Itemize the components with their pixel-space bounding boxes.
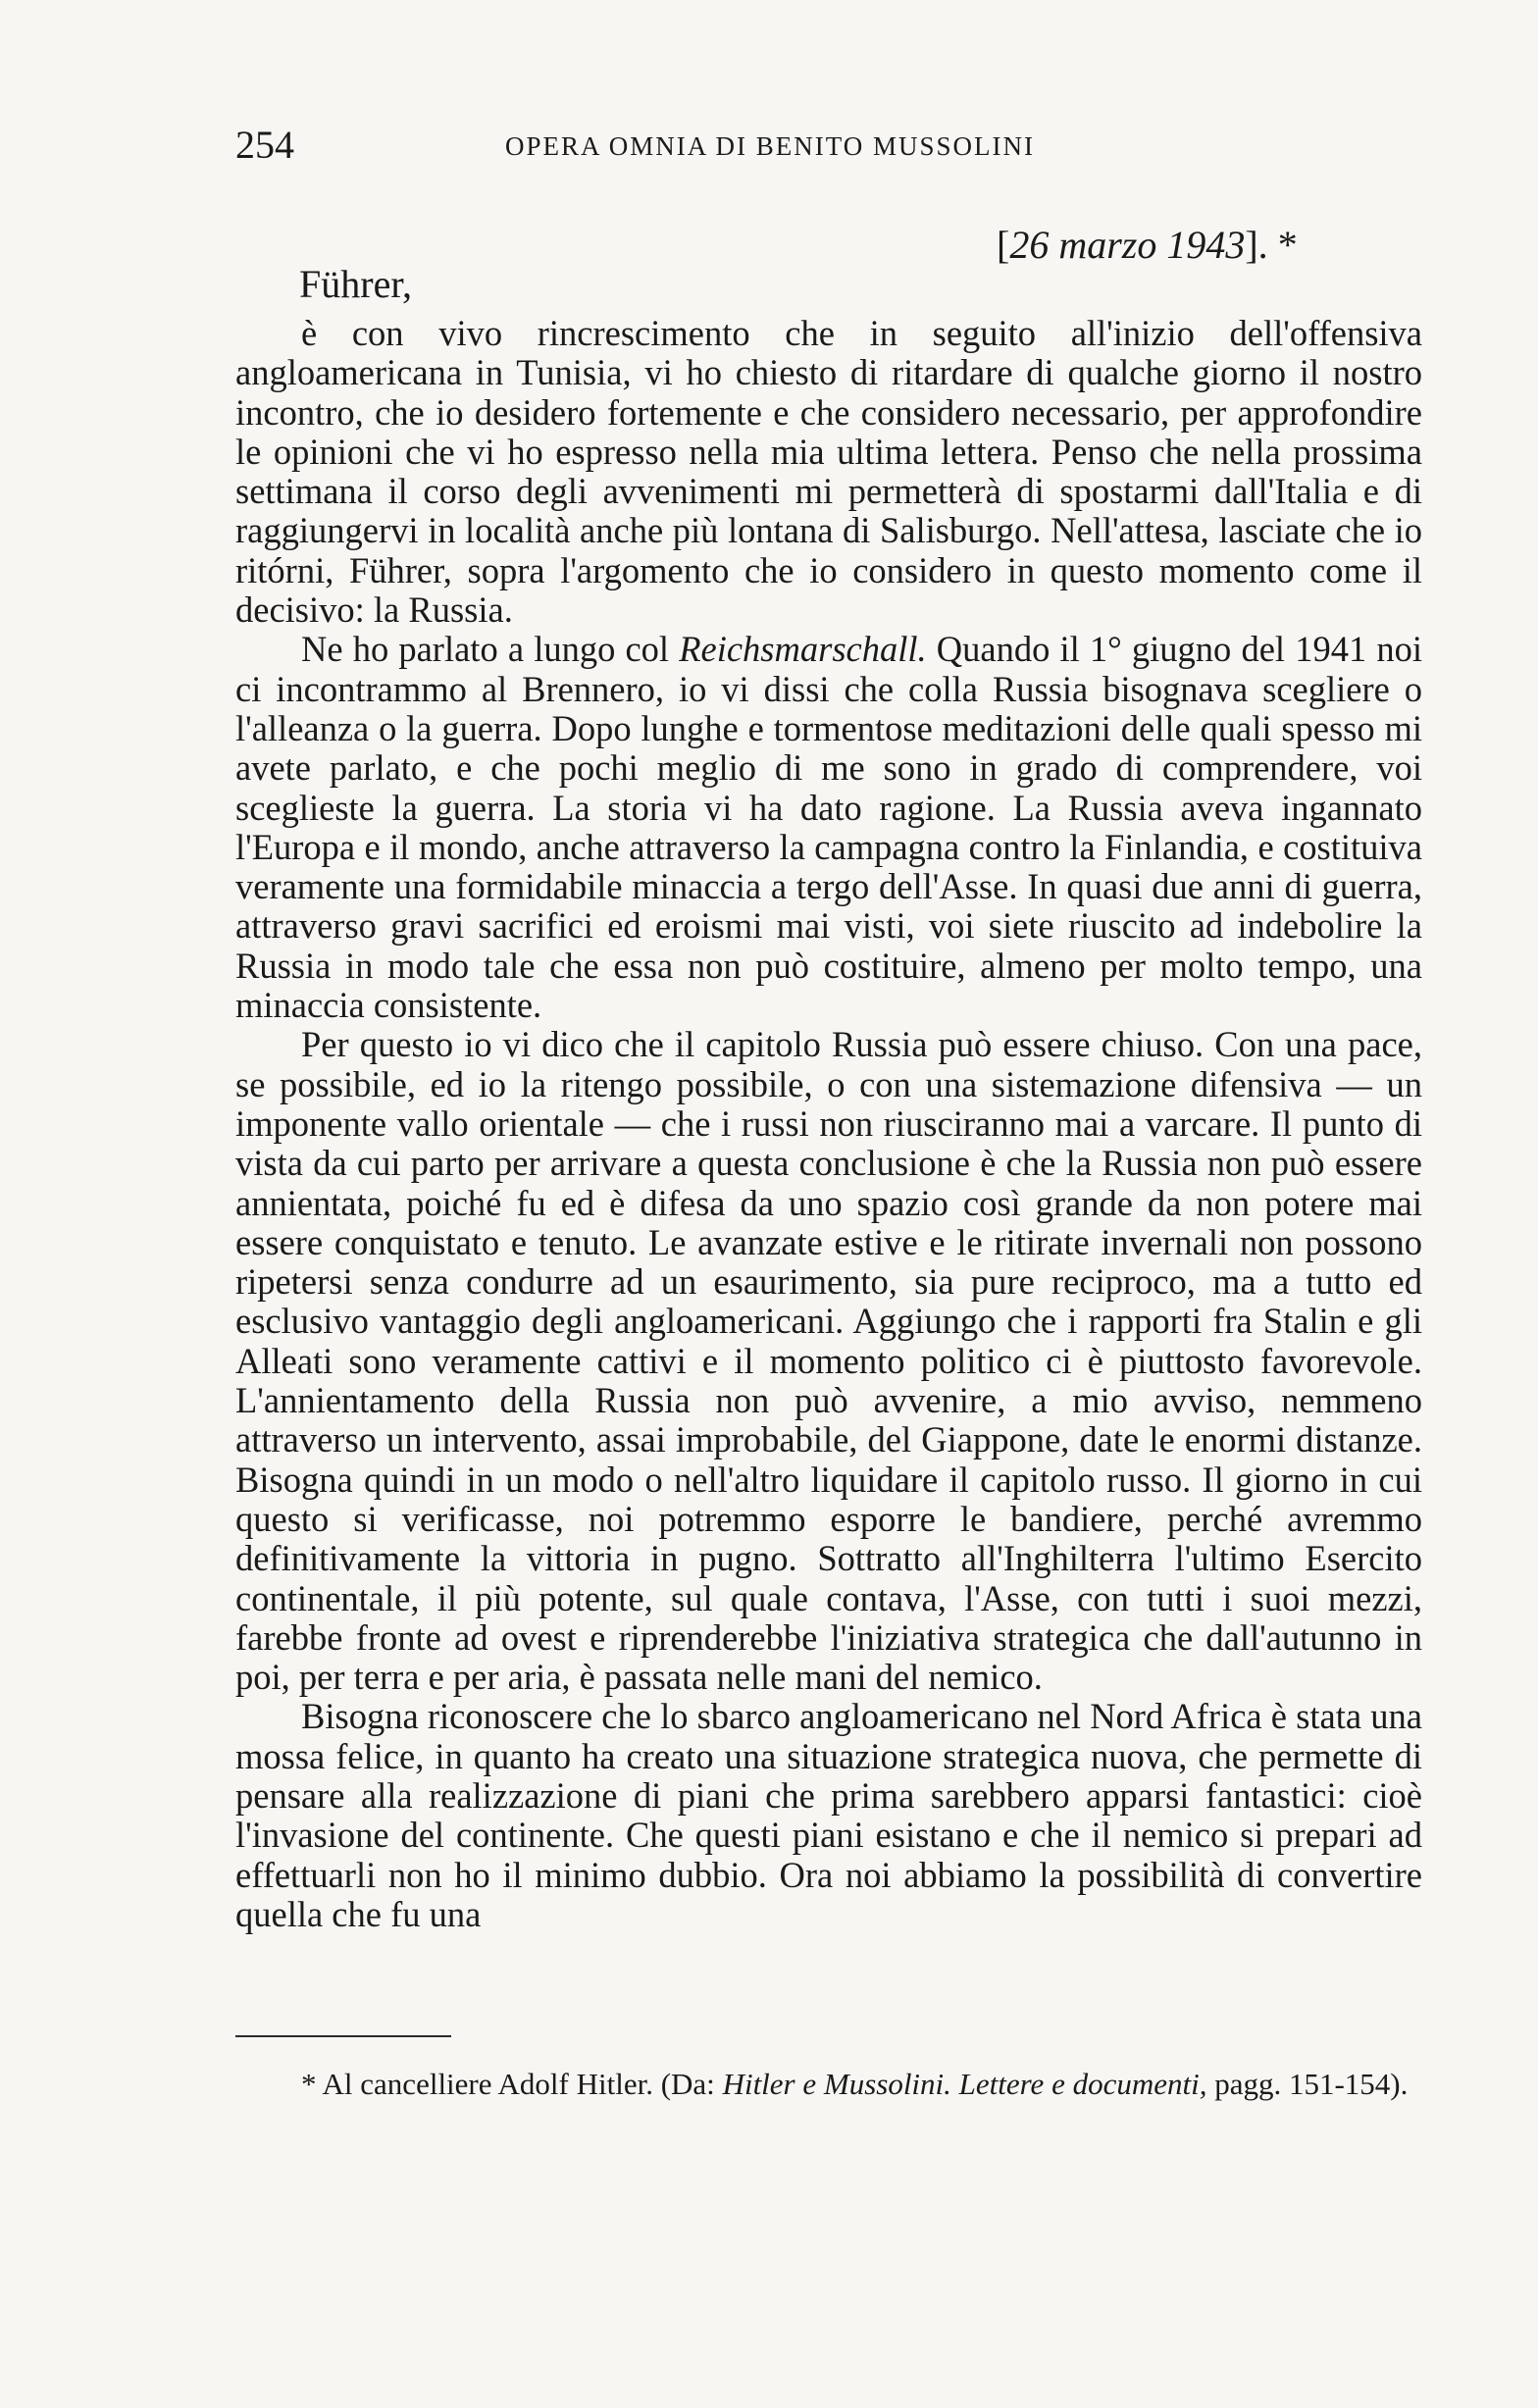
paragraph-3: Per questo io vi dico che il capitolo Russia può essere chiuso. Con una pace, se possibile, ed io la ritengo possibile, o con una sistemazione difensiva — un imponente vallo orientale — che i russi non riusciranno mai a varcare. Il punto di vista da cui parto per arrivare a questa conclusione è che la Russia non può essere annientata, poiché fu ed è difesa da uno spazio così grande da non potere mai essere conquistato e tenuto. Le avanzate estive e le ritirate invernali non possono ripetersi senza condurre ad un esaurimento, sia pure reciproco, ma a tutto ed esclusivo vantaggio degli angloamericani. Aggiungo che i rapporti fra Stalin e gli Alleati sono veramente cattivi e il momento politico ci è piuttosto favorevole. L'annientamento della Russia non può avvenire, a mio avviso, nemmeno attraverso un intervento, assai improbabile, del Giappone, date le enormi distanze. Bisogna quindi in un modo o nell'altro liquidare il capitolo russo. Il giorno in cui questo si verificasse, noi potremmo esporre le bandiere, perché avremmo definitivamente la vittoria in pugno. Sottratto all'Inghilterra l'ultimo Esercito continentale, il più potente, sul quale contava, l'Asse, con tutti i suoi mezzi, farebbe fronte ad ovest e riprenderebbe l'iniziativa strategica che dall'autunno in poi, per terra e per aria, è passata nelle mani del nemico. <box>235 1024 1422 1698</box>
running-head: OPERA OMNIA DI BENITO MUSSOLINI <box>505 131 1036 161</box>
date-footnote-marker: * <box>1277 223 1298 267</box>
date-close-bracket: ]. <box>1245 223 1268 267</box>
paragraph-2-rest: Quando il 1° giugno del 1941 noi ci incontrammo al Brennero, io vi dissi che colla Russia bisognava scegliere o l'alleanza o la guerra. Dopo lunghe e tormentose meditazioni delle quali spesso mi avete parlato, e che pochi meglio di me sono in grado di comprendere, voi sceglieste la guerra. La storia vi ha dato ragione. La Russia aveva ingannato l'Europa e il mondo, anche attraverso la campagna contro la Finlandia, e costituiva veramente una formidabile minaccia a tergo dell'Asse. In quasi due anni di guerra, attraverso gravi sacrifici ed eroismi mai visti, voi siete riuscito ad indebolire la Russia in modo tale che essa non può costituire, almeno per molto tempo, una minaccia consistente. <box>235 629 1422 1026</box>
footnote <box>235 2063 1422 2106</box>
salutation: Führer, <box>299 262 413 306</box>
footnote-marker: * <box>301 2067 317 2101</box>
footnote-text-before: Al cancelliere Adolf Hitler. (Da: <box>316 2067 723 2101</box>
reichsmarschall-term: Reichsmarschall. <box>679 629 927 670</box>
paragraph-2 <box>235 630 1422 1025</box>
letter-date <box>997 223 1298 267</box>
paragraph-2-lead: Ne ho parlato a lungo col <box>301 629 680 670</box>
paragraph-1: è con vivo rincrescimento che in seguito all'inizio dell'offensiva angloamericana in Tunisia, vi ho chiesto di ritardare di qualche giorno il nostro incontro, che io desidero fortemente e che considero necessario, per approfondire le opinioni che vi ho espresso nella mia ultima lettera. Penso che nella prossima settimana il corso degli avvenimenti mi permetterà di spostarmi dall'Italia e di raggiungervi in località anche più lontana di Salisburgo. Nell'attesa, lasciate che io ritórni, Führer, sopra l'argomento che io considero in questo momento come il decisivo: la Russia. <box>235 313 1422 631</box>
footnote-text-after: pagg. 151-154). <box>1206 2067 1409 2101</box>
page-number: 254 <box>235 123 294 167</box>
paragraph-4: Bisogna riconoscere che lo sbarco angloamericano nel Nord Africa è stata una mossa felice, in quanto ha creato una situazione strategica nuova, che permette di pensare alla realizzazione di piani che prima sarebbero apparsi fantastici: cioè l'invasione del continente. Che questi piani esistano e che il nemico si prepari ad effettuarli non ho il minimo dubbio. Ora noi abbiamo la possibilità di convertire quella che fu una <box>235 1696 1422 1934</box>
letter-body <box>235 314 1422 1934</box>
date-text: 26 marzo 1943 <box>1009 223 1246 267</box>
footnote-rule <box>235 2035 451 2037</box>
date-open-bracket: [ <box>997 223 1010 267</box>
footnote-source-title: Hitler e Mussolini. Lettere e documenti, <box>722 2067 1207 2101</box>
